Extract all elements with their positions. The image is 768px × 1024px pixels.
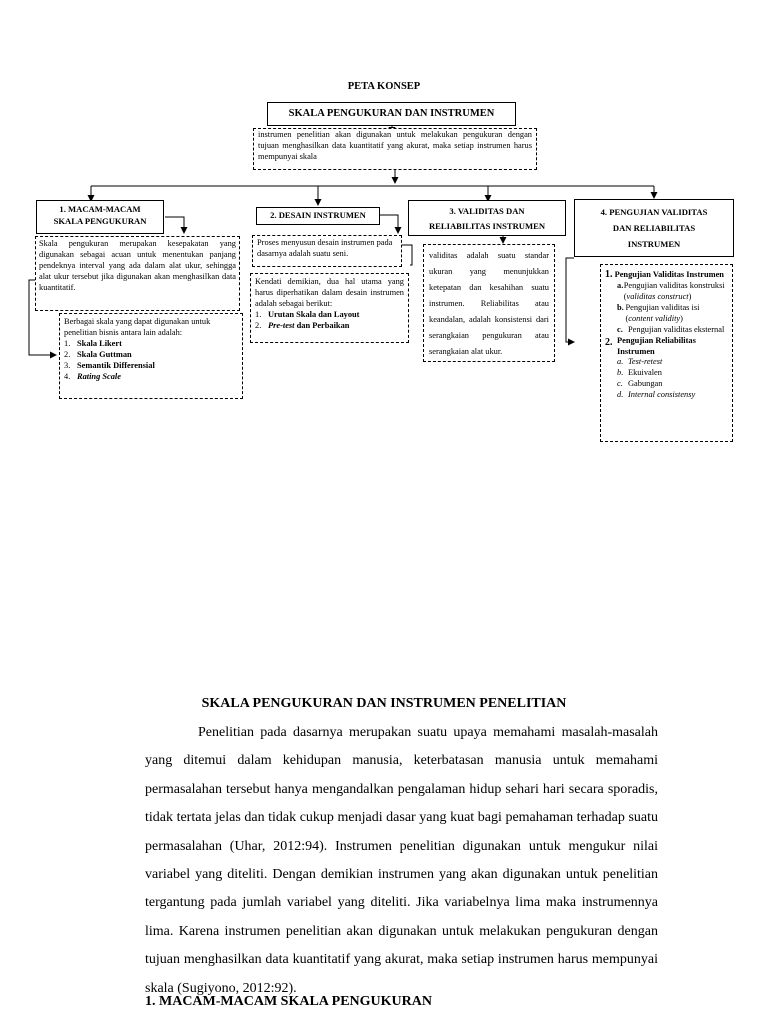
scale-list <box>64 339 238 383</box>
validity-item-b <box>605 303 728 325</box>
reliability-item-c <box>605 379 728 390</box>
validity-item-a <box>605 281 728 303</box>
branch-4-testing-list <box>600 264 733 442</box>
branch-1-title-line2: SKALA PENGUKURAN <box>53 216 147 227</box>
section-heading: 1. MACAM-MACAM SKALA PENGUKURAN <box>145 994 432 1009</box>
validity-item-text: Pengujian validitas eksternal <box>628 324 725 334</box>
validity-item-label: a. <box>617 281 624 290</box>
reliability-section-title: Pengujian Reliabilitas Instrumen <box>617 335 696 356</box>
design-item-number: 1. <box>255 309 262 319</box>
validity-item-text: Pengujian validitas isi (content validity) <box>625 302 700 323</box>
reliability-item-text: Internal consistensy <box>628 390 696 400</box>
validity-item-label: b. <box>617 302 624 312</box>
validity-section <box>605 268 728 281</box>
scale-list-item <box>64 361 238 372</box>
reliability-item-a <box>605 357 728 368</box>
reliability-item-text: Test-retest <box>628 357 663 367</box>
branch-2-title: 2. DESAIN INSTRUMEN <box>256 207 380 225</box>
scale-item-semantic: Semantik Differensial <box>77 360 155 370</box>
concept-map-title: SKALA PENGUKURAN DAN INSTRUMEN <box>267 102 516 126</box>
branch-3-title-line2: RELIABILITAS INSTRUMEN <box>428 221 546 232</box>
scale-list-item <box>64 350 238 361</box>
reliability-item-label: c. <box>617 379 623 389</box>
concept-map-heading: PETA KONSEP <box>347 81 421 92</box>
branch-2-list-intro: Kendati demikian, dua hal utama yang harus diperhatikan dalam desain instrumen adalah sebagai berikut: <box>255 277 404 308</box>
branch-1-list-intro: Berbagai skala yang dapat digunakan untuk penelitian bisnis antara lain adalah: <box>64 317 211 337</box>
reliability-item-b <box>605 368 728 379</box>
scale-item-likert: Skala Likert <box>77 338 122 348</box>
scale-item-number: 2. <box>64 349 71 359</box>
branch-3-title-line1: 3. VALIDITAS DAN <box>449 206 525 216</box>
validity-section-number: 1. <box>605 269 613 280</box>
scale-item-number: 1. <box>64 338 71 348</box>
essay-title: SKALA PENGUKURAN DAN INSTRUMEN PENELITIAN <box>201 696 567 711</box>
reliability-item-label: b. <box>617 368 624 378</box>
design-item-number: 2. <box>255 320 262 330</box>
design-item-italic: Pre-test <box>268 320 295 330</box>
scale-item-rating: Rating Scale <box>77 371 121 381</box>
branch-3-title <box>408 200 566 236</box>
scale-list-item <box>64 372 238 383</box>
validity-section-title: Pengujian Validitas Instrumen <box>614 270 724 279</box>
branch-1-title <box>36 200 164 234</box>
branch-4-title-line2: DAN RELIABILITAS <box>612 222 696 233</box>
branch-1-scale-list <box>59 313 243 399</box>
branch-4-title <box>574 199 734 257</box>
reliability-item-label: d. <box>617 390 624 400</box>
essay-paragraph: Penelitian pada dasarnya merupakan suatu upaya memahami masalah-masalah yang ditemui dalam kehidupan manusia, keterbatasan manusia untuk memahami permasalahan tersebut hanya mengandalkan pengalaman hidup sehari hari secara sporadis, tidak tertata jelas dan tidak cukup menjadi dasar yang kuat bagi pemahaman terhadap suatu permasalahan (Uhar, 2012:94). Instrumen penelitian digunakan untuk mengukur nilai variabel yang diteliti. Dengan demikian instrumen yang akan digunakan untuk penelitian tergantung pada jumlah variabel yang diteliti. Jika variabelnya lima maka instrumennya lima. Karena instrumen penelitian akan digunakan untuk melakukan pengukuran dengan tujuan menghasilkan data kuantitatif yang akurat, maka setiap instrumen harus mempunyai skala (Sugiyono, 2012:92). <box>145 725 658 996</box>
reliability-section <box>605 336 728 358</box>
reliability-section-number: 2. <box>605 336 613 348</box>
design-item-2 <box>255 321 404 332</box>
scale-item-number: 3. <box>64 360 71 370</box>
reliability-item-text: Ekuivalen <box>628 368 662 378</box>
scale-list-item <box>64 339 238 350</box>
branch-4-title-line1: 4. PENGUJIAN VALIDITAS <box>600 207 708 217</box>
design-item-text: Urutan Skala dan Layout <box>268 309 360 319</box>
branch-3-description: validitas adalah suatu standar ukuran yang menunjukkan ketepatan dan kesahihan suatu instrumen. Reliabilitas atau keandalan, adalah konsistensi dari serangkaian pengukuran atau serangkaian alat ukur. <box>423 244 555 362</box>
scale-item-guttman: Skala Guttman <box>77 349 132 359</box>
scale-item-number: 4. <box>64 371 71 381</box>
validity-item-text: Pengujian validitas konstruksi (validitas construct) <box>623 281 725 301</box>
reliability-item-label: a. <box>617 357 624 367</box>
branch-1-description: Skala pengukuran merupakan kesepakatan yang digunakan sebagai acuan untuk menentukan panjang pendeknya interval yang ada dalam alat ukur, sehingga alat ukur tersebut jika digunakan akan menghasilkan data kuantitatif. <box>35 236 240 311</box>
branch-2-description: Proses menyusun desain instrumen pada dasarnya adalah suatu seni. <box>252 235 402 267</box>
branch-1-title-line1: 1. MACAM-MACAM <box>59 204 141 214</box>
reliability-item-text: Gabungan <box>628 379 663 389</box>
design-item-text: dan Perbaikan <box>294 320 350 330</box>
branch-4-title-line3: INSTRUMEN <box>627 238 681 249</box>
validity-item-c <box>605 325 728 336</box>
reliability-item-d <box>605 390 728 401</box>
validity-item-label: c. <box>617 324 623 334</box>
branch-2-design-list <box>250 273 409 343</box>
design-item-1 <box>255 310 404 321</box>
concept-map-intro: instrumen penelitian akan digunakan untuk melakukan pengukuran dengan tujuan menghasilkan data kuantitatif yang akurat, maka setiap instrumen harus mempunyai skala <box>253 128 537 170</box>
